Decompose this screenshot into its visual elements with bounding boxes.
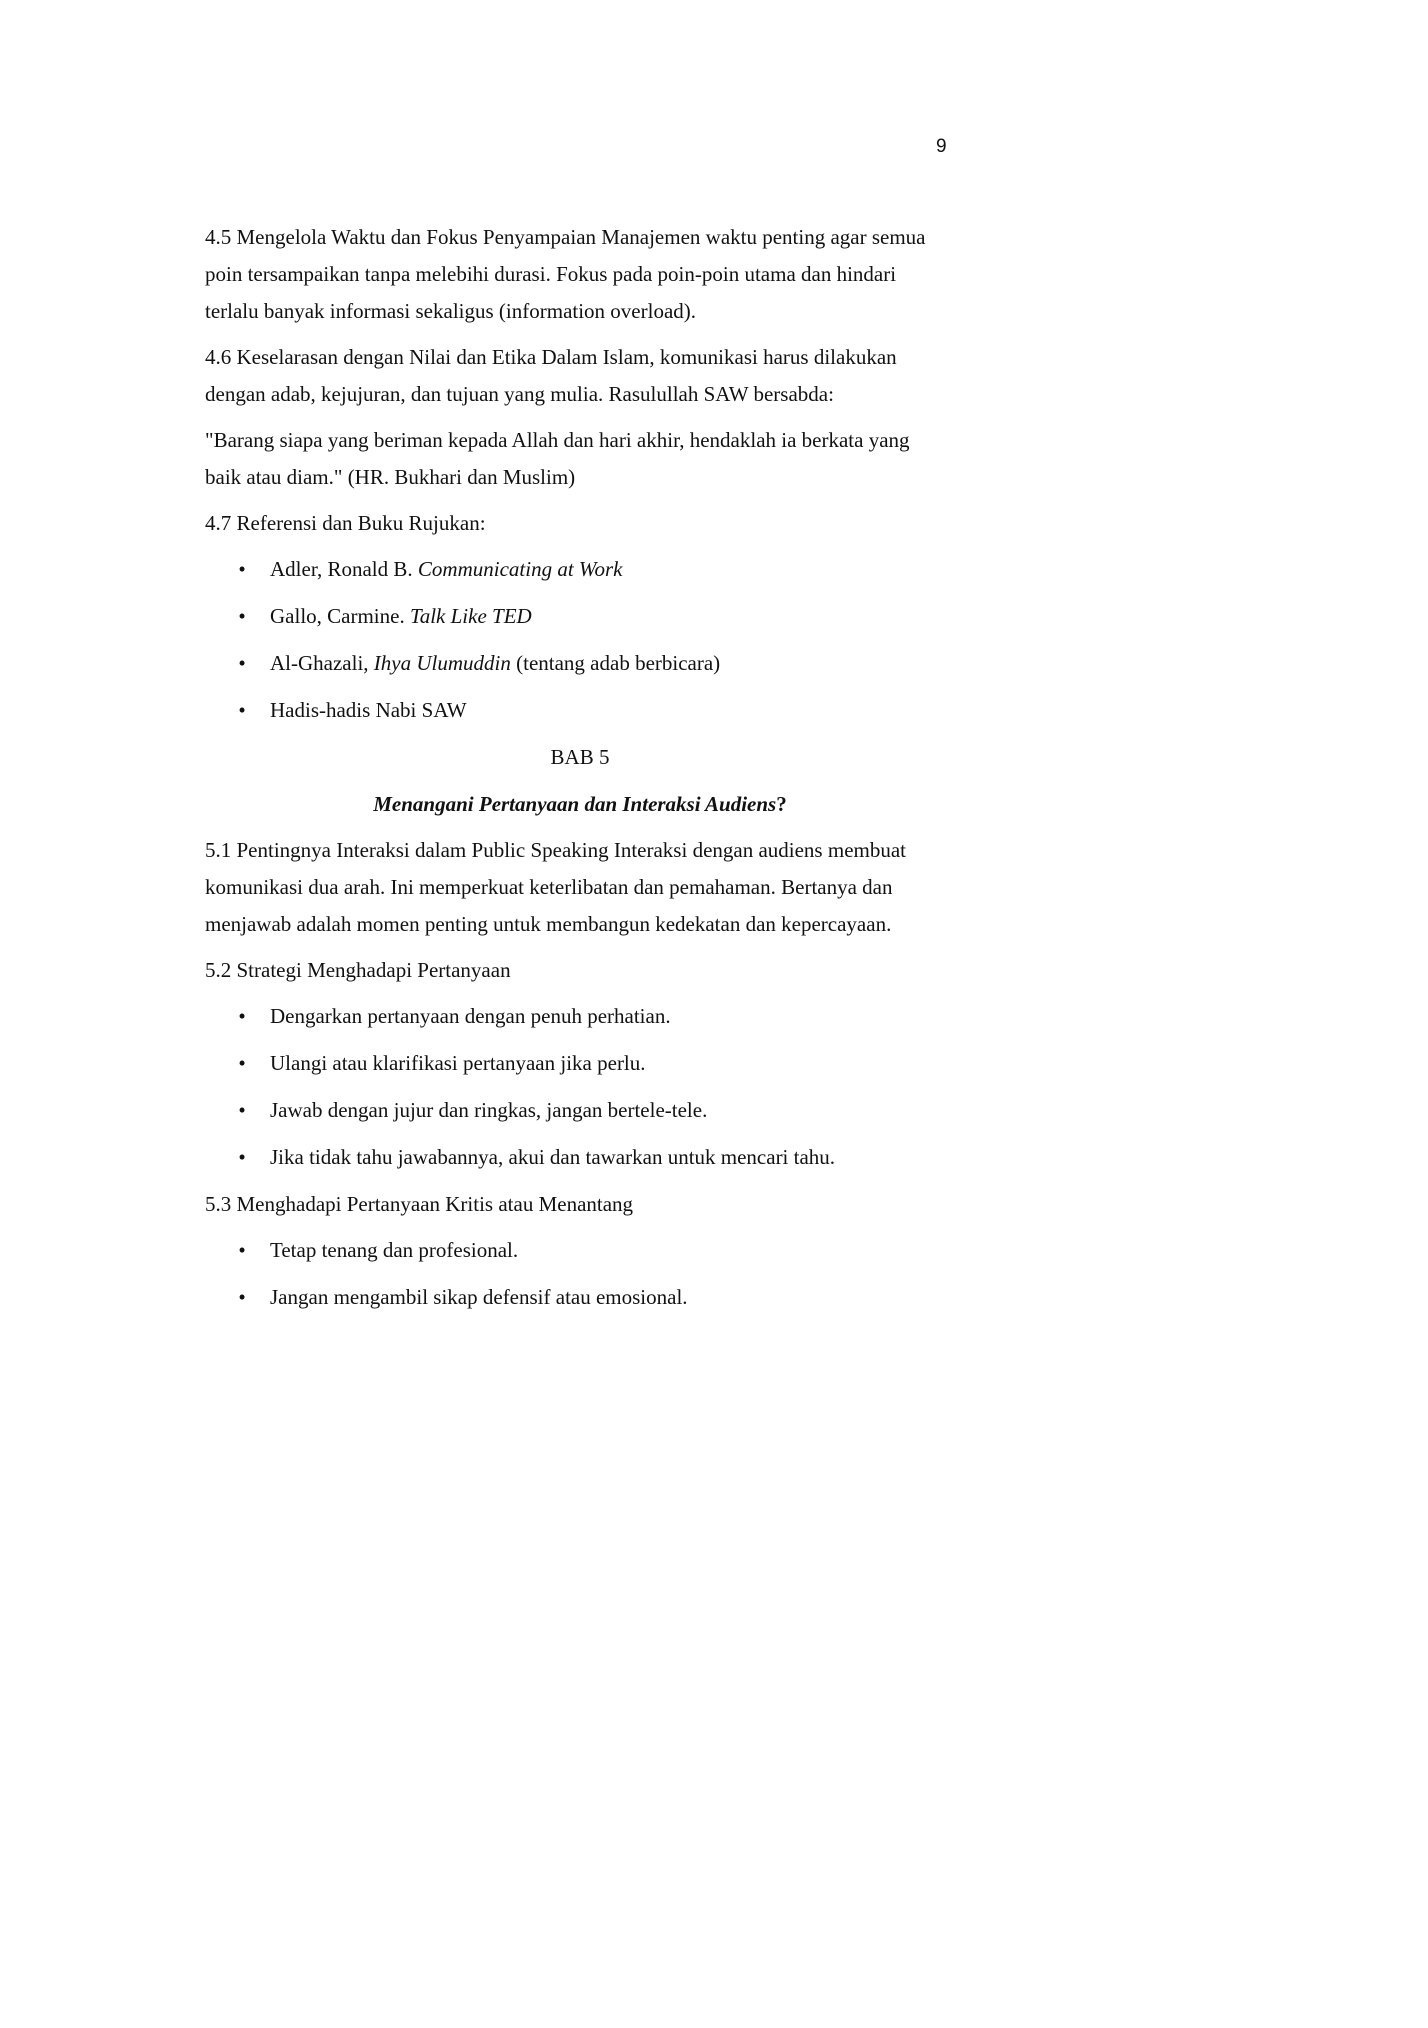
section-5-3-heading: 5.3 Menghadapi Pertanyaan Kritis atau Menantang [205, 1192, 634, 1216]
list-item [205, 692, 955, 729]
section-5-2-heading: 5.2 Strategi Menghadapi Pertanyaan [205, 958, 511, 982]
reference-title: Communicating at Work [417, 557, 623, 581]
paragraph-line: 4.5 Mengelola Waktu dan Fokus Penyampaian Manajemen waktu penting agar semua [205, 225, 926, 249]
list-item [205, 1092, 955, 1129]
section-4-7-heading: 4.7 Referensi dan Buku Rujukan: [205, 511, 486, 535]
quote-line: baik atau diam." (HR. Bukhari dan Muslim) [205, 465, 576, 489]
critical-questions-list [205, 1232, 955, 1316]
list-item-text: Ulangi atau klarifikasi pertanyaan jika perlu. [270, 1051, 646, 1075]
list-item [205, 551, 955, 588]
list-item [205, 1279, 955, 1316]
list-item-text: Jawab dengan jujur dan ringkas, jangan bertele-tele. [270, 1098, 708, 1122]
list-item [205, 645, 955, 682]
list-item [205, 1045, 955, 1082]
reference-author: Al-Ghazali, [270, 651, 374, 675]
reference-author: Hadis-hadis Nabi SAW [270, 698, 467, 722]
quote-line: "Barang siapa yang beriman kepada Allah dan hari akhir, hendaklah ia berkata yang [205, 428, 910, 452]
paragraph-line: komunikasi dua arah. Ini memperkuat keterlibatan dan pemahaman. Bertanya dan [205, 875, 893, 899]
paragraph-line: poin tersampaikan tanpa melebihi durasi. Fokus pada poin-poin utama dan hindari [205, 262, 897, 286]
strategy-list [205, 998, 955, 1176]
bullet-icon: • [238, 1238, 246, 1262]
list-item-text: Jangan mengambil sikap defensif atau emosional. [270, 1285, 688, 1309]
bullet-icon: • [238, 1098, 246, 1122]
reference-list [205, 551, 955, 729]
bullet-icon: • [238, 557, 246, 581]
paragraph-line: dengan adab, kejujuran, dan tujuan yang mulia. Rasulullah SAW bersabda: [205, 382, 834, 406]
reference-title: Talk Like TED [409, 604, 532, 628]
bullet-icon: • [238, 1051, 246, 1075]
list-item-text: Dengarkan pertanyaan dengan penuh perhatian. [270, 1004, 671, 1028]
list-item-text: Tetap tenang dan profesional. [270, 1238, 519, 1262]
list-item [205, 1139, 955, 1176]
reference-author: Adler, Ronald B. [270, 557, 418, 581]
page-number: 9 [936, 136, 947, 157]
reference-title: Ihya Ulumuddin [373, 651, 511, 675]
paragraph-line: 5.1 Pentingnya Interaksi dalam Public Speaking Interaksi dengan audiens membuat [205, 838, 906, 862]
chapter-title [205, 786, 955, 823]
chapter-label: BAB 5 [550, 745, 610, 769]
paragraph-line: menjawab adalah momen penting untuk membangun kedekatan dan kepercayaan. [205, 912, 892, 936]
section-4-5 [205, 219, 955, 330]
section-4-6 [205, 339, 955, 413]
list-item-text: Jika tidak tahu jawabannya, akui dan tawarkan untuk mencari tahu. [270, 1145, 836, 1169]
list-item [205, 998, 955, 1035]
paragraph-line: terlalu banyak informasi sekaligus (information overload). [205, 299, 697, 323]
chapter-title-suffix: ? [776, 792, 787, 816]
reference-note: (tentang adab berbicara) [510, 651, 721, 675]
paragraph-line: 4.6 Keselarasan dengan Nilai dan Etika Dalam Islam, komunikasi harus dilakukan [205, 345, 897, 369]
hadith-quote [205, 422, 955, 496]
list-item [205, 1232, 955, 1269]
reference-author: Gallo, Carmine. [270, 604, 410, 628]
bullet-icon: • [238, 604, 246, 628]
section-5-1 [205, 832, 955, 943]
list-item [205, 598, 955, 635]
bullet-icon: • [238, 698, 246, 722]
bullet-icon: • [238, 1145, 246, 1169]
bullet-icon: • [238, 651, 246, 675]
document-body [205, 219, 955, 1326]
bullet-icon: • [238, 1285, 246, 1309]
bullet-icon: • [238, 1004, 246, 1028]
chapter-title-text: Menangani Pertanyaan dan Interaksi Audiens [373, 792, 777, 816]
